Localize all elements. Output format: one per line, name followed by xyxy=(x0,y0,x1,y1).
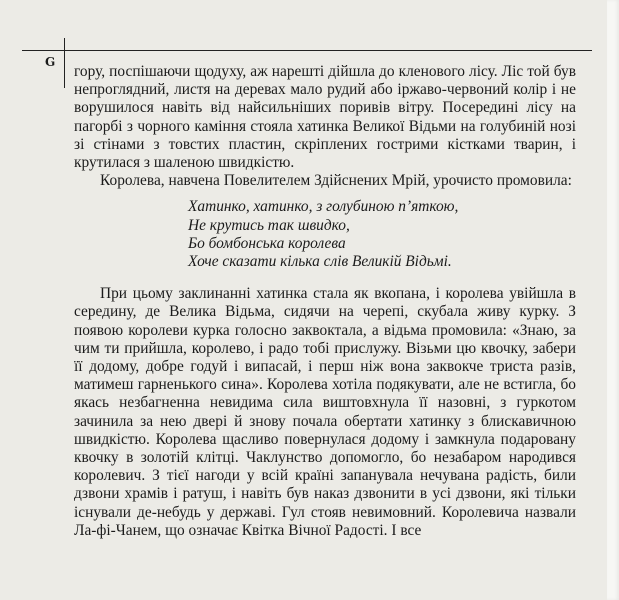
verse-line: Хоче сказати кілька слів Великій Відьмі. xyxy=(188,253,452,271)
page-body xyxy=(74,63,576,540)
paragraph-1: гору, поспішаючи щодуху, аж нарешті дійшла до кленового лісу. Ліс той був непроглядний, листя на деревах мало рудий або іржаво-червоний колір і не ворушилося навіть від найсильніших поривів вітру. Посередині лісу на пагорбі з чорного каміння стояла хатинка Великої Відьми на голубиній нозі зі стінами з товстих пластин, скріплених гострими кістками тварин, і крутилася з шаленою швидкістю. xyxy=(74,63,576,172)
verse-block xyxy=(188,198,576,271)
verse-line: Хатинко, хатинко, з голубиною п’яткою, xyxy=(188,198,459,216)
header-rule xyxy=(22,50,592,51)
verse-line: Бо бомбонська королева xyxy=(188,234,346,252)
crop-mark xyxy=(64,38,65,88)
verse-line: Не крутись так швидко, xyxy=(188,216,350,234)
paragraph-2: Королева, навчена Повелителем Здійснених Мрій, урочисто промовила: xyxy=(100,172,572,190)
page-edge xyxy=(607,0,619,600)
paragraph-3: При цьому заклинанні хатинка стала як вкопана, і королева увійшла в середину, де Велика Відьма, сидячи на черепі, скубала живу курку. З появою королеви курка голосно заквоктала, а відьма промовила: «Знаю, за чим ти прийшла, королево, і радо тобі прислужу. Візьми цю квочку, забери її додому, добре годуй і випасай, і перш ніж вона заквокче триста разів, матимеш гарненького сина». Королева хотіла подякувати, але не встигла, бо якась незбагненна невидима сила виштовхнула її назовні, з гуркотом зачинила за нею двері й знову почала обертати хатинку з блискавичною швидкістю. Королева щасливо повернулася додому і замкнула подаровану квочку в золотій клітці. Чаклунство допомогло, бо незабаром народився королевич. З тієї нагоди у всій країні запанувала нечувана радість, били дзвони храмів і ратуш, і навіть був наказ дзвонити в усі дзвони, які тільки існували де-небудь у державі. Гул стояв невимовний. Королевича назвали Ла-фі-Чанем, що означає Квітка Вічної Радості. І все xyxy=(74,285,576,539)
folio-mark: G xyxy=(45,55,56,69)
